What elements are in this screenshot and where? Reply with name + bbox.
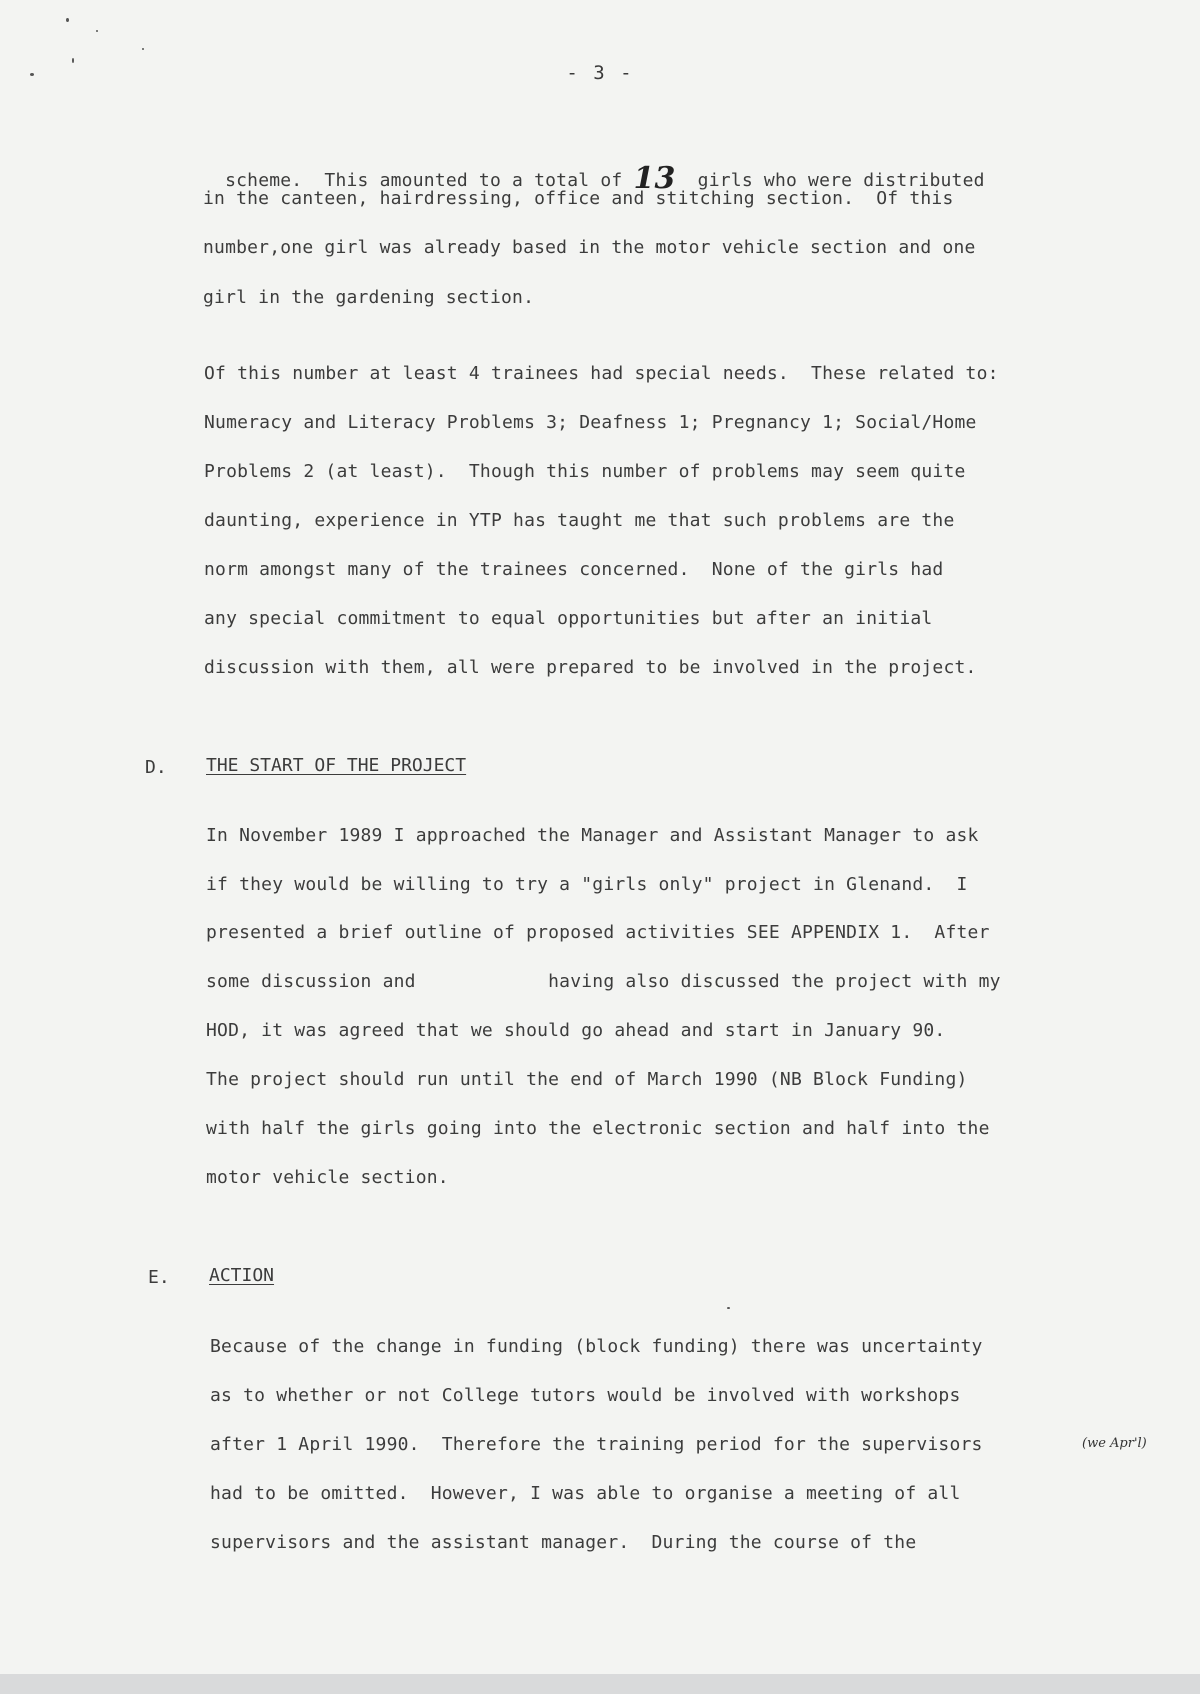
paragraph-2-line: any special commitment to equal opportunities but after an initial — [204, 608, 933, 629]
paragraph-2-line: Problems 2 (at least). Though this number of problems may seem quite — [204, 461, 966, 482]
section-d-line: with half the girls going into the electronic section and half into the — [206, 1118, 990, 1139]
scan-speck — [96, 30, 98, 32]
scan-speck — [727, 1307, 730, 1309]
paragraph-2-line: norm amongst many of the trainees concerned. None of the girls had — [204, 559, 944, 580]
section-d-line: presented a brief outline of proposed activities SEE APPENDIX 1. After — [206, 922, 990, 943]
section-d-line: if they would be willing to try a "girls only" project in Glenand. I — [206, 874, 968, 895]
section-d-line: The project should run until the end of March 1990 (NB Block Funding) — [206, 1069, 968, 1090]
section-d-line: In November 1989 I approached the Manager and Assistant Manager to ask — [206, 825, 979, 846]
section-e-letter: E. — [148, 1267, 170, 1288]
paragraph-1-line-1-after: girls who were distributed — [675, 170, 985, 191]
paragraph-1-line-4: girl in the gardening section. — [203, 287, 535, 308]
section-e-line: supervisors and the assistant manager. During the course of the — [210, 1532, 917, 1553]
handwritten-margin-note: (we Apr'l) — [1082, 1436, 1147, 1451]
section-d-line: motor vehicle section. — [206, 1167, 449, 1188]
page-number: - 3 - — [566, 62, 634, 84]
handwritten-number: 13 — [633, 161, 676, 196]
section-d-title: THE START OF THE PROJECT — [206, 755, 467, 776]
section-e-line: after 1 April 1990. Therefore the training period for the supervisors — [210, 1434, 983, 1455]
section-d-letter: D. — [145, 757, 167, 778]
section-d-line: some discussion and having also discussed the project with my — [206, 971, 1001, 992]
paragraph-2-line: daunting, experience in YTP has taught me that such problems are the — [204, 510, 955, 531]
paragraph-2-line: discussion with them, all were prepared to be involved in the project. — [204, 657, 977, 678]
paragraph-1-line-1 — [203, 138, 985, 194]
scan-speck — [66, 18, 69, 22]
paragraph-1-line-2: in the canteen, hairdressing, office and stitching section. Of this — [203, 188, 954, 209]
scan-bottom-edge — [0, 1674, 1200, 1694]
paragraph-2-line: Of this number at least 4 trainees had special needs. These related to: — [204, 363, 999, 384]
scan-speck — [142, 48, 144, 50]
paragraph-1-line-3: number,one girl was already based in the motor vehicle section and one — [203, 237, 976, 258]
section-d-line: HOD, it was agreed that we should go ahead and start in January 90. — [206, 1020, 946, 1041]
paragraph-1-line-1-before: scheme. This amounted to a total of — [225, 170, 634, 191]
section-e-line: as to whether or not College tutors would be involved with workshops — [210, 1385, 961, 1406]
section-e-line: Because of the change in funding (block funding) there was uncertainty — [210, 1336, 983, 1357]
section-e-title: ACTION — [209, 1265, 275, 1286]
section-e-line: had to be omitted. However, I was able to organise a meeting of all — [210, 1483, 961, 1504]
paragraph-2-line: Numeracy and Literacy Problems 3; Deafness 1; Pregnancy 1; Social/Home — [204, 412, 977, 433]
